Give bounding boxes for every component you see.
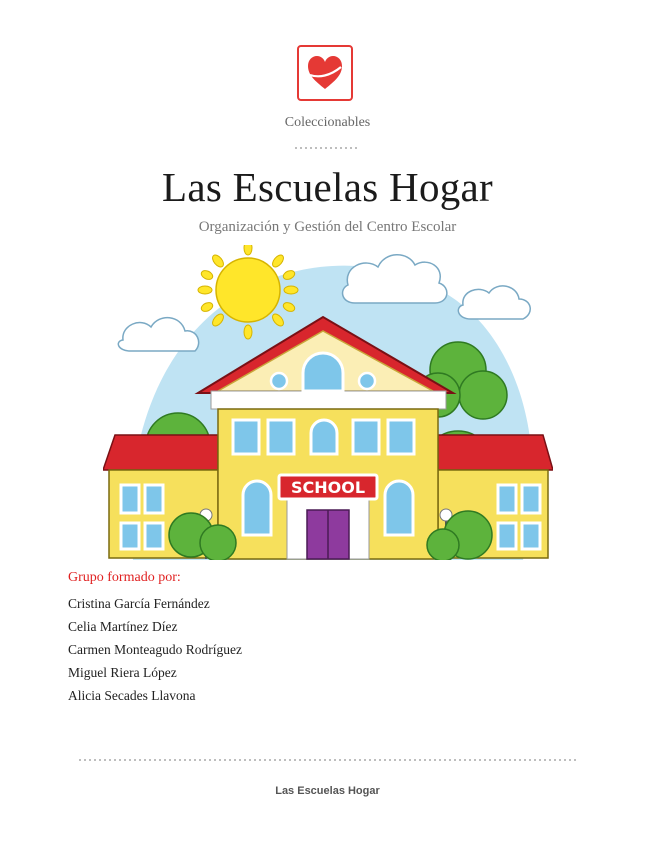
- school-sign-text: SCHOOL: [290, 478, 366, 497]
- collection-kicker: Coleccionables: [284, 115, 371, 130]
- footer-title: Las Escuelas Hogar: [275, 785, 380, 797]
- heart-logo-icon: [297, 45, 353, 101]
- page-title: Las Escuelas Hogar: [162, 164, 493, 210]
- school-illustration: [103, 245, 553, 560]
- member-list: [68, 594, 242, 709]
- member-name: Carmen Monteagudo Rodríguez: [68, 642, 242, 657]
- footer-divider-dots: [78, 758, 576, 762]
- member-name: Celia Martínez Díez: [68, 619, 178, 634]
- member-name: Cristina García Fernández: [68, 596, 210, 611]
- group-label: Grupo formado por:: [68, 570, 181, 585]
- divider-dots: [294, 146, 360, 150]
- member-name: Alicia Secades Llavona: [68, 688, 196, 703]
- page-subtitle: Organización y Gestión del Centro Escolar: [198, 219, 457, 235]
- member-name: Miguel Riera López: [68, 665, 177, 680]
